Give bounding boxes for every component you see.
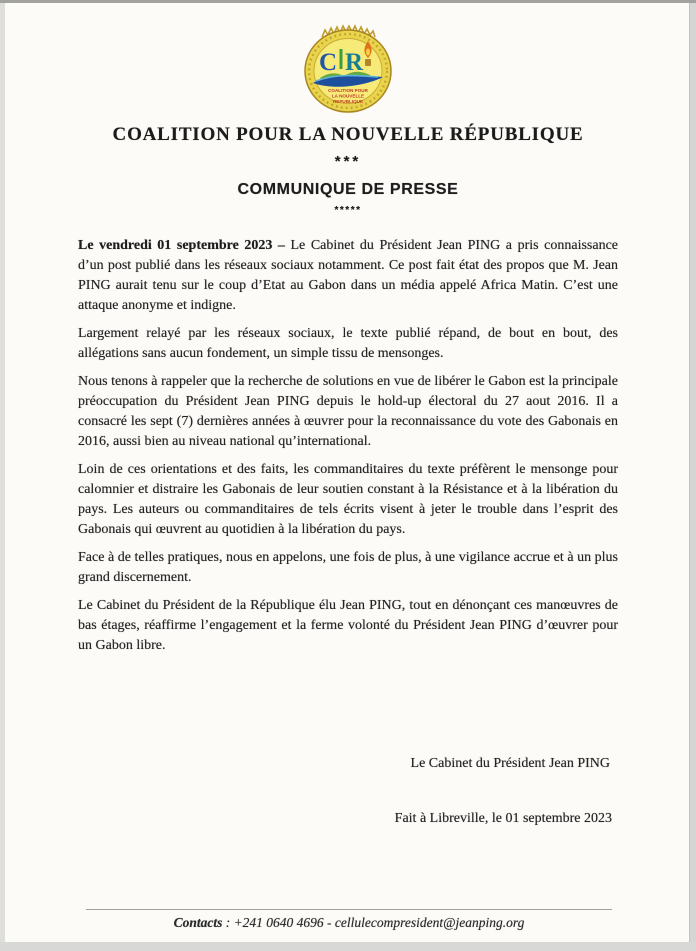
paragraph-5: Face à de telles pratiques, nous en appelons, une fois de plus, à une vigilance accrue et à un plus grand discernement.: [78, 550, 618, 585]
seal-motto-line-1: COALITION POUR: [328, 88, 368, 93]
letterhead: [0, 124, 696, 216]
photo-edge-top: [0, 0, 696, 3]
contacts-value: : +241 0640 4696 - cellulecompresident@jeanping.org: [222, 915, 525, 930]
intro-text: Le Cabinet du Président Jean PING a pris connaissance d’un post publié dans les réseaux sociaux notamment. Ce post fait état des propos que M. Jean PING aurait tenu sur le coup d’Etat au Gabon dans un média appelé Africa Matin. C’est une attaque anonyme et indigne.: [78, 238, 618, 313]
seal-motto-line-3: REPUBLIQUE: [332, 99, 364, 104]
seal-motto-line-2: LA NOUVELLE: [331, 93, 365, 99]
place-and-date: Fait à Libreville, le 01 septembre 2023: [394, 811, 612, 826]
organization-name: COALITION POUR LA NOUVELLE RÉPUBLIQUE: [112, 124, 584, 145]
lamp-base-icon: [365, 59, 371, 66]
organization-logo: [298, 20, 398, 116]
paragraph-6: Le Cabinet du Président de la République élu Jean PING, tout en dénonçant ces manœuvres de bas étages, réaffirme l’engagement et la ferme volonté du Président Jean PING d’œuvrer pour un Gabon libre.: [78, 598, 618, 653]
separator-stars-top: ***: [334, 153, 362, 170]
signatory: Le Cabinet du Président Jean PING: [410, 756, 610, 771]
document-title: COMMUNIQUE DE PRESSE: [237, 181, 459, 198]
separator-stars-bottom: *****: [334, 205, 362, 216]
date-lead: Le vendredi 01 septembre 2023 –: [78, 238, 285, 253]
paragraph-intro: [78, 236, 618, 316]
paragraph-2: Largement relayé par les réseaux sociaux, le texte publié répand, de bout en bout, des allégations sans aucun fondement, un simple tissu de mensonges.: [78, 326, 618, 361]
footer: [86, 909, 612, 931]
seal-center-bar: [340, 49, 343, 69]
flame-core: [366, 49, 370, 56]
paragraph-3: Nous tenons à rappeler que la recherche de solutions en vue de libérer le Gabon est la principale préoccupation du Président Jean PING depuis le hold-up électoral du 27 aout 2016. Il a consacré les sept (7) dernières années à œuvrer pour la reconnaissance du vote des Gabonais en 2016, aussi bien au niveau national qu’international.: [78, 374, 618, 449]
footer-divider: [86, 909, 612, 910]
photo-edge-bottom: [0, 942, 696, 951]
cnr-seal-icon: [298, 20, 398, 116]
contacts-line: [86, 914, 612, 931]
contacts-label: Contacts: [173, 915, 223, 930]
seal-letter-r: R: [345, 49, 364, 76]
paragraph-4: Loin de ces orientations et des faits, les commanditaires du texte préfèrent le mensonge pour calomnier et distraire les Gabonais de leur soutien constant à la Résistance et à la libération du pays. Les auteurs ou commanditaires de tels écrits visent à jeter le trouble dans l’esprit des Gabonais qui œuvrent au quotidien à la libération du pays.: [78, 462, 618, 537]
press-release-body: [78, 236, 618, 664]
seal-letter-c: C: [319, 49, 338, 76]
